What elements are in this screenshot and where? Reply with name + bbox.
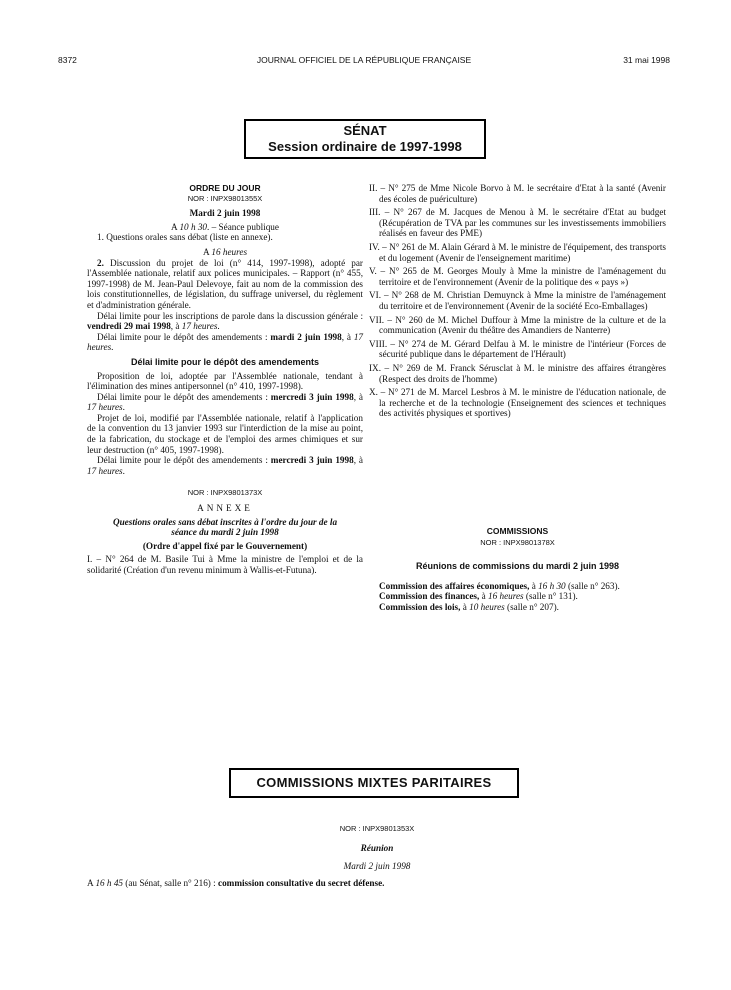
ordre-du-jour-title: ORDRE DU JOUR xyxy=(189,183,261,193)
reunion-line xyxy=(87,878,667,889)
text: (salle n° 263). xyxy=(565,580,620,591)
question-item: IV. – N° 261 de M. Alain Gérard à M. le ministre de l'équipement, des transports et du logement (Avenir de l'enseignement maritime) xyxy=(369,241,666,263)
time: 16 heures xyxy=(211,246,248,257)
time: 17 heures xyxy=(181,321,218,332)
text: , à xyxy=(353,455,363,466)
date: mercredi 3 juin 1998 xyxy=(270,455,354,466)
cmp-section xyxy=(87,823,667,889)
time: 10 h 30 xyxy=(179,221,208,232)
morning-session xyxy=(87,222,363,233)
text: A xyxy=(171,221,180,232)
commissions-heading: COMMISSIONS xyxy=(486,525,549,536)
question-item: VII. – N° 260 de M. Michel Duffour à Mme la ministre de la culture et de la communication (Avenir du théâtre des Amandiers de Nanterre) xyxy=(369,314,666,336)
commission-name: commission consultative du secret défense. xyxy=(218,878,385,888)
senat-title-box xyxy=(244,119,486,159)
agenda-item-1: 1. Questions orales sans débat (liste en annexe). xyxy=(97,232,273,243)
bill-mines-deadline xyxy=(87,392,363,413)
text: A xyxy=(202,246,212,257)
reunion-heading: Réunion xyxy=(360,843,394,853)
text: . xyxy=(217,321,220,332)
date: vendredi 29 mai 1998 xyxy=(87,321,171,332)
bill-mines: Proposition de loi, adoptée par l'Assemblée nationale, tendant à l'élimination des mines antipersonnel (n° 410, 1997-1998). xyxy=(87,370,363,392)
deadline-amendments xyxy=(87,332,363,353)
commission-name: Commission des finances, xyxy=(379,591,480,602)
time: 10 heures xyxy=(469,601,505,612)
bill-chemical-weapons: Projet de loi, modifié par l'Assemblée nationale, relatif à l'application de la convention du 13 janvier 1993 sur l'interdiction de la mise au point, de la fabrication, du stockage et de l'emploi des armes chimiques et sur leur destruction (n° 405, 1997-1998). xyxy=(87,412,363,455)
commission-meeting-economic xyxy=(369,581,666,592)
question-item: X. – N° 271 de M. Marcel Lesbros à M. le ministre de l'éducation nationale, de la recherche et de la technologie (Enseignement des sciences et techniques des activités physiques et sportives) xyxy=(369,387,666,419)
text: , à xyxy=(353,391,363,402)
commission-meeting-finances xyxy=(369,591,666,602)
journal-title: JOURNAL OFFICIEL DE LA RÉPUBLIQUE FRANÇAISE xyxy=(256,55,472,65)
question-item: III. – N° 267 de M. Jacques de Menou à M. le secrétaire d'Etat au budget (Récupération de TVA par les communes sur les investissements immobiliers réalisés en faveur des PME) xyxy=(369,207,666,239)
nor-reference: NOR : INPX9801378X xyxy=(480,538,555,548)
date: mardi 2 juin 1998 xyxy=(270,331,342,342)
question-item: VI. – N° 268 de M. Christian Demuynck à Mme la ministre de l'aménagement du territoire et de l'environnement (Avenir de la société Eco-Emballages) xyxy=(369,290,666,311)
reunions-heading: Réunions de commissions du mardi 2 juin 1998 xyxy=(415,561,620,572)
text: . xyxy=(111,342,114,353)
nor-reference: NOR : INPX9801373X xyxy=(187,488,263,498)
bill-chemical-deadline xyxy=(87,455,363,476)
item-number: 2. xyxy=(97,257,104,268)
header-date: 31 mai 1998 xyxy=(623,55,670,65)
text: , à xyxy=(341,331,354,342)
text: , à xyxy=(170,321,182,332)
question-item: VIII. – N° 274 de M. Gérard Delfau à M. le ministre de l'intérieur (Forces de sécurité publique dans le département de l'Hérault) xyxy=(369,338,666,360)
agenda-item-2 xyxy=(87,258,363,311)
commission-meeting-lois xyxy=(369,602,666,613)
question-item: IX. – N° 269 de M. Franck Sérusclat à M. le ministre des affaires étrangères (Respect des droits de l'homme) xyxy=(369,362,666,384)
text: . xyxy=(122,402,125,413)
page-number: 8372 xyxy=(58,55,77,65)
text: à xyxy=(460,601,470,612)
section-heading-amendments: Délai limite pour le dépôt des amendements xyxy=(130,356,320,367)
text: (salle n° 131). xyxy=(523,591,578,602)
ordre-appel: (Ordre d'appel fixé par le Gouvernement) xyxy=(142,540,308,551)
text: à xyxy=(529,580,539,591)
question-item: I. – N° 264 de M. Basile Tui à Mme la ministre de l'emploi et de la solidarité (Création d'un revenu minimum à Wallis-et-Futuna). xyxy=(87,554,363,575)
nor-reference: NOR : INPX9801355X xyxy=(187,193,263,203)
date: mercredi 3 juin 1998 xyxy=(270,391,354,402)
text: à xyxy=(479,591,488,602)
question-item: II. – N° 275 de Mme Nicole Borvo à M. le secrétaire d'Etat à la santé (Avenir des écoles de puériculture) xyxy=(369,183,666,204)
text: Délai limite pour les inscriptions de parole dans la discussion générale : xyxy=(97,310,363,321)
text: (au Sénat, salle n° 216) : xyxy=(123,878,219,888)
session-subtitle: Session ordinaire de 1997-1998 xyxy=(268,139,462,154)
text: . – Séance publique xyxy=(207,221,279,232)
text: Délai limite pour le dépôt des amendements : xyxy=(97,391,271,402)
running-header xyxy=(58,55,670,69)
text: (salle n° 207). xyxy=(504,601,559,612)
date-heading: Mardi 2 juin 1998 xyxy=(189,208,261,219)
deadline-speakers xyxy=(87,311,363,332)
reunion-date: Mardi 2 juin 1998 xyxy=(343,861,411,871)
text: . xyxy=(122,465,125,476)
nor-reference: NOR : INPX9801353X xyxy=(339,824,415,833)
text: Délai limite pour le dépôt des amendements : xyxy=(97,331,271,342)
text: Délai limite pour le dépôt des amendements : xyxy=(97,455,271,466)
question-item: V. – N° 265 de M. Georges Mouly à Mme la ministre de l'aménagement du territoire et de l'environnement (Avenir de la politique des « pays ») xyxy=(369,266,666,287)
time: 17 heures xyxy=(87,402,123,413)
right-column xyxy=(369,183,666,612)
time: 16 h 30 xyxy=(538,580,566,591)
cmp-title: COMMISSIONS MIXTES PARITAIRES xyxy=(256,775,492,790)
senat-title: SÉNAT xyxy=(343,123,387,138)
cmp-title-box xyxy=(229,768,519,798)
time: 17 heures xyxy=(87,465,123,476)
commission-name: Commission des lois, xyxy=(379,601,461,612)
time: 16 heures xyxy=(487,591,524,602)
left-column xyxy=(87,183,363,576)
commission-name: Commission des affaires économiques, xyxy=(379,580,530,591)
afternoon-session xyxy=(87,247,363,258)
questions-title: Questions orales sans débat inscrites à l'ordre du jour de la séance du mardi 2 juin 1998 xyxy=(112,516,338,538)
text: A xyxy=(87,878,96,888)
time: 16 h 45 xyxy=(95,878,123,888)
time: 17 heures xyxy=(87,331,364,353)
questions-list xyxy=(369,183,666,419)
annexe-heading: ANNEXE xyxy=(197,503,253,514)
item-text: Discussion du projet de loi (n° 414, 1997-1998), adopté par l'Assemblée nationale, relatif aux polices municipales. – Rapport (n° 455, 1997-1998) de M. Jean-Paul Delevoye, fait au nom de la commission des lois constitutionnelles, de législation, du suffrage universel, du règlement et d'administration générale. xyxy=(87,257,363,310)
